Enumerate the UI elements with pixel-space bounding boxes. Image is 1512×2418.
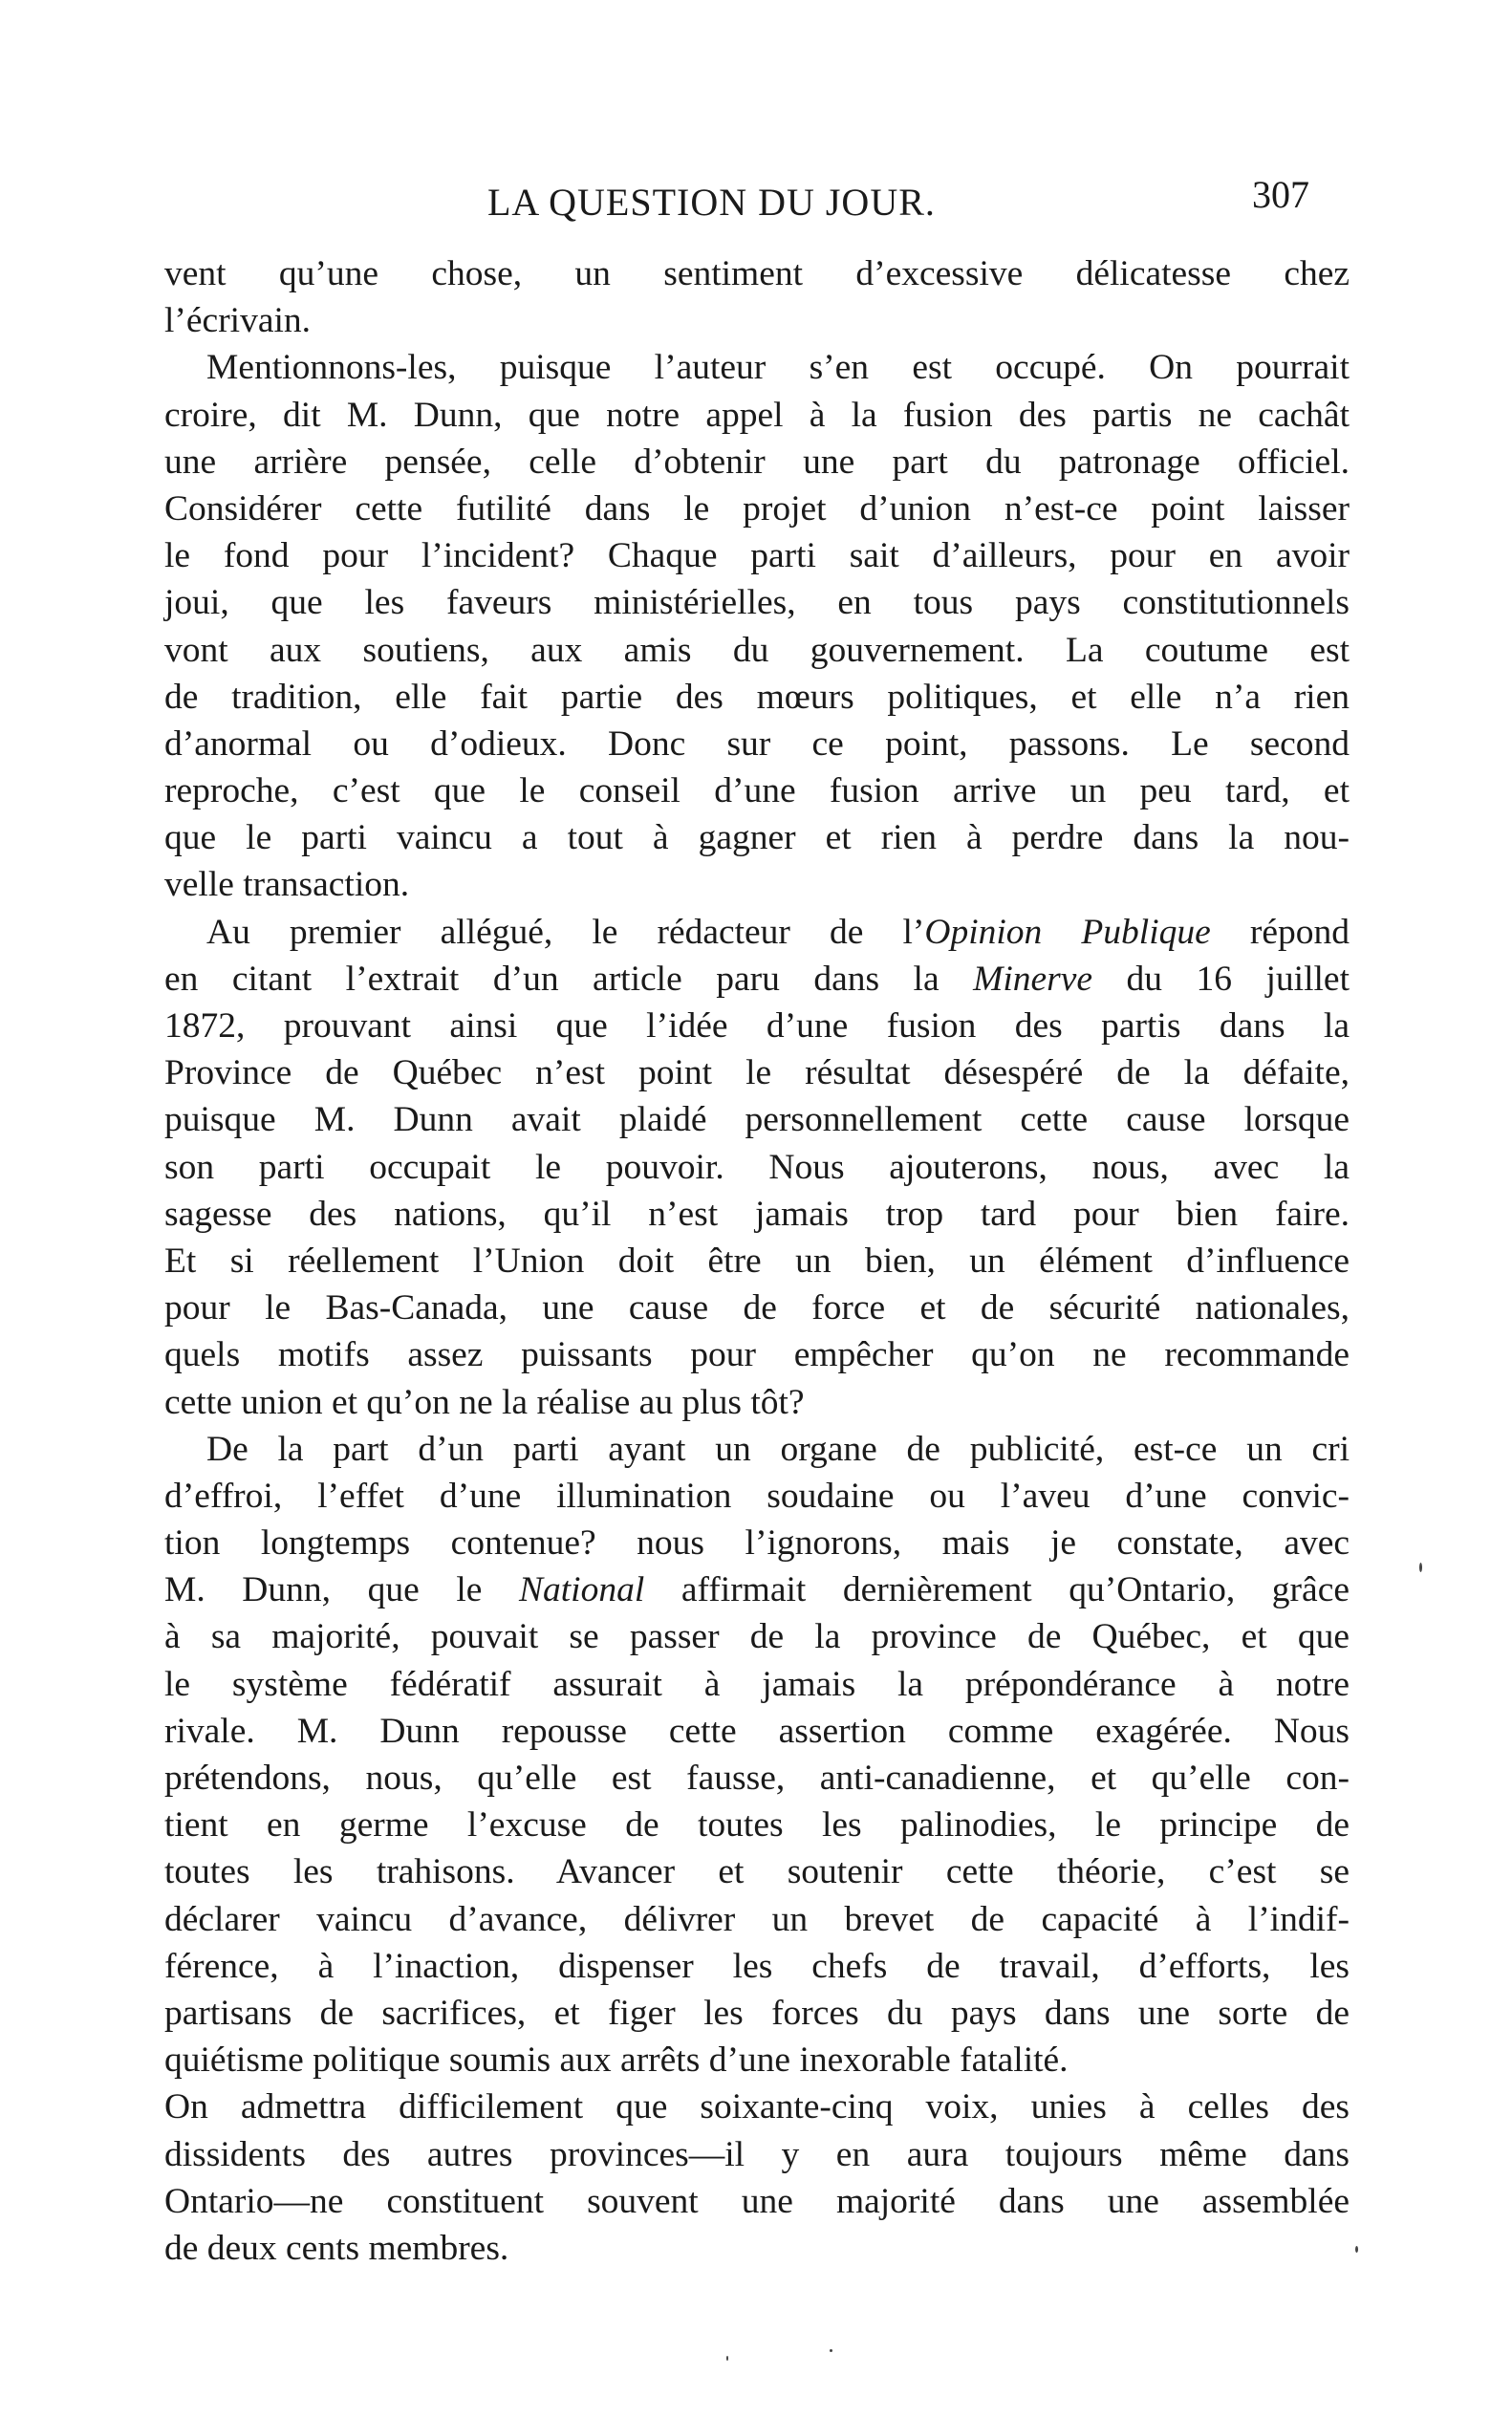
line-text: d’effroi, l’effet d’une illumination soudaine ou l’aveu d’une convic- [164,1476,1350,1516]
line-text: d’anormal ou d’odieux. Donc sur ce point, passons. Le second [164,723,1350,764]
text-line [164,1285,1350,1331]
line-text: Au premier allégué, le rédacteur de l’ [206,912,925,952]
line-text: le fond pour l’incident? Chaque parti sait d’ailleurs, pour en avoir [164,536,1350,576]
text-line [164,1708,1350,1755]
line-text: M. Dunn, que le [164,1570,519,1610]
text-line [164,1755,1350,1802]
line-text: en citant l’extrait d’un article paru dans la [164,959,974,999]
text-line [164,2178,1350,2225]
text-line [164,1661,1350,1708]
line-text: Province de Québec n’est point le résultat désespéré de la défaite, [164,1053,1350,1093]
line-text: Mentionnons-les, puisque l’auteur s’en est occupé. On pourrait [206,348,1350,388]
text-line [164,1473,1350,1520]
text-line [164,1848,1350,1895]
text-line [164,439,1350,486]
text-line [164,1566,1350,1613]
text-line [164,1520,1350,1566]
text-line [164,956,1350,1003]
text-line [164,861,1350,908]
line-text: cette union et qu’on ne la réalise au plus tôt? [164,1382,805,1422]
print-speck [1419,1563,1422,1572]
line-text: pour le Bas-Canada, une cause de force et de sécurité nationales, [164,1288,1350,1328]
line-text: son parti occupait le pouvoir. Nous ajouterons, nous, avec la [164,1147,1350,1187]
line-text: joui, que les faveurs ministérielles, en tous pays constitutionnels [164,583,1350,623]
line-text: déclarer vaincu d’avance, délivrer un brevet de capacité à l’indif- [164,1899,1350,1939]
text-line [164,1003,1350,1049]
line-text: que le parti vaincu a tout à gagner et rien à perdre dans la nou- [164,818,1350,858]
line-text: prétendons, nous, qu’elle est fausse, anti-canadienne, et qu’elle con- [164,1759,1350,1798]
line-text: tion longtemps contenue? nous l’ignorons, mais je constate, avec [164,1523,1350,1564]
line-text: rivale. M. Dunn repousse cette assertion comme exagérée. Nous [164,1711,1350,1751]
text-line [164,1426,1350,1473]
running-head-title: LA QUESTION DU JOUR. [487,181,936,224]
text-line [164,1613,1350,1660]
text-line [164,250,1350,297]
text-line [164,674,1350,721]
publication-title: National [518,1570,645,1610]
line-text: de tradition, elle fait partie des mœurs politiques, et elle n’a rien [164,677,1350,717]
line-text: à sa majorité, pouvait se passer de la province de Québec, et que [164,1617,1350,1657]
line-text: Ontario—ne constituent souvent une majorité dans une assemblée [164,2181,1350,2221]
line-text: répond [1210,912,1350,952]
text-line [164,1379,1350,1426]
print-speck [1355,2246,1358,2253]
text-line [164,532,1350,579]
line-text: vont aux soutiens, aux amis du gouvernement. La coutume est [164,630,1350,670]
text-line [164,1238,1350,1285]
line-text: quiétisme politique soumis aux arrêts d’une inexorable fatalité. [164,2040,1069,2081]
text-line [164,1802,1350,1848]
body-text [164,250,1350,2272]
line-text: du 16 juillet [1092,959,1350,999]
text-line [164,344,1350,391]
text-line [164,392,1350,439]
text-line [164,1943,1350,1990]
text-line [164,1049,1350,1096]
text-line [164,1096,1350,1143]
line-text: De la part d’un parti ayant un organe de publicité, est-ce un cri [206,1429,1350,1469]
line-text: Et si réellement l’Union doit être un bien, un élément d’influence [164,1241,1350,1281]
line-text: une arrière pensée, celle d’obtenir une part du patronage officiel. [164,442,1350,482]
text-line [164,627,1350,674]
line-text: velle transaction. [164,865,410,905]
line-text: l’écrivain. [164,301,312,341]
text-line [164,2131,1350,2178]
page-number: 307 [1252,173,1309,216]
line-text: affirmait dernièrement qu’Ontario, grâce [644,1570,1350,1610]
text-line [164,297,1350,344]
text-line [164,909,1350,956]
text-line [164,1896,1350,1943]
text-line [164,486,1350,532]
text-line [164,579,1350,626]
line-text: férence, à l’inaction, dispenser les chefs de travail, d’efforts, les [164,1946,1350,1986]
line-text: dissidents des autres provinces—il y en aura toujours même dans [164,2134,1350,2174]
line-text: reproche, c’est que le conseil d’une fusion arrive un peu tard, et [164,771,1350,811]
text-line [164,1144,1350,1191]
line-text: de deux cents membres. [164,2228,509,2268]
text-line [164,2083,1350,2130]
text-line [164,1990,1350,2037]
line-text: On admettra difficilement que soixante-cinq voix, unies à celles des [164,2087,1350,2127]
text-line [164,2037,1350,2083]
line-text: sagesse des nations, qu’il n’est jamais trop tard pour bien faire. [164,1194,1350,1234]
publication-title: Opinion Publique [924,912,1211,952]
line-text: tient en germe l’excuse de toutes les palinodies, le principe de [164,1805,1350,1846]
line-text: Considérer cette futilité dans le projet d’union n’est-ce point laisser [164,488,1350,529]
line-text: 1872, prouvant ainsi que l’idée d’une fusion des partis dans la [164,1006,1350,1046]
line-text: vent qu’une chose, un sentiment d’excessive délicatesse chez [164,254,1350,293]
print-speck [726,2356,728,2361]
print-speck [830,2349,832,2352]
text-line [164,721,1350,767]
text-line [164,2225,1350,2272]
text-line [164,767,1350,814]
line-text: puisque M. Dunn avait plaidé personnellement cette cause lorsque [164,1100,1350,1140]
text-line [164,814,1350,861]
line-text: croire, dit M. Dunn, que notre appel à la fusion des partis ne cachât [164,395,1350,435]
line-text: le système fédératif assurait à jamais la prépondérance à notre [164,1664,1350,1704]
line-text: partisans de sacrifices, et figer les forces du pays dans une sorte de [164,1993,1350,2033]
text-line [164,1331,1350,1378]
text-line [164,1191,1350,1238]
line-text: quels motifs assez puissants pour empêcher qu’on ne recommande [164,1335,1350,1375]
line-text: toutes les trahisons. Avancer et soutenir cette théorie, c’est se [164,1852,1350,1892]
running-head [167,172,1343,229]
publication-title: Minerve [973,959,1093,999]
